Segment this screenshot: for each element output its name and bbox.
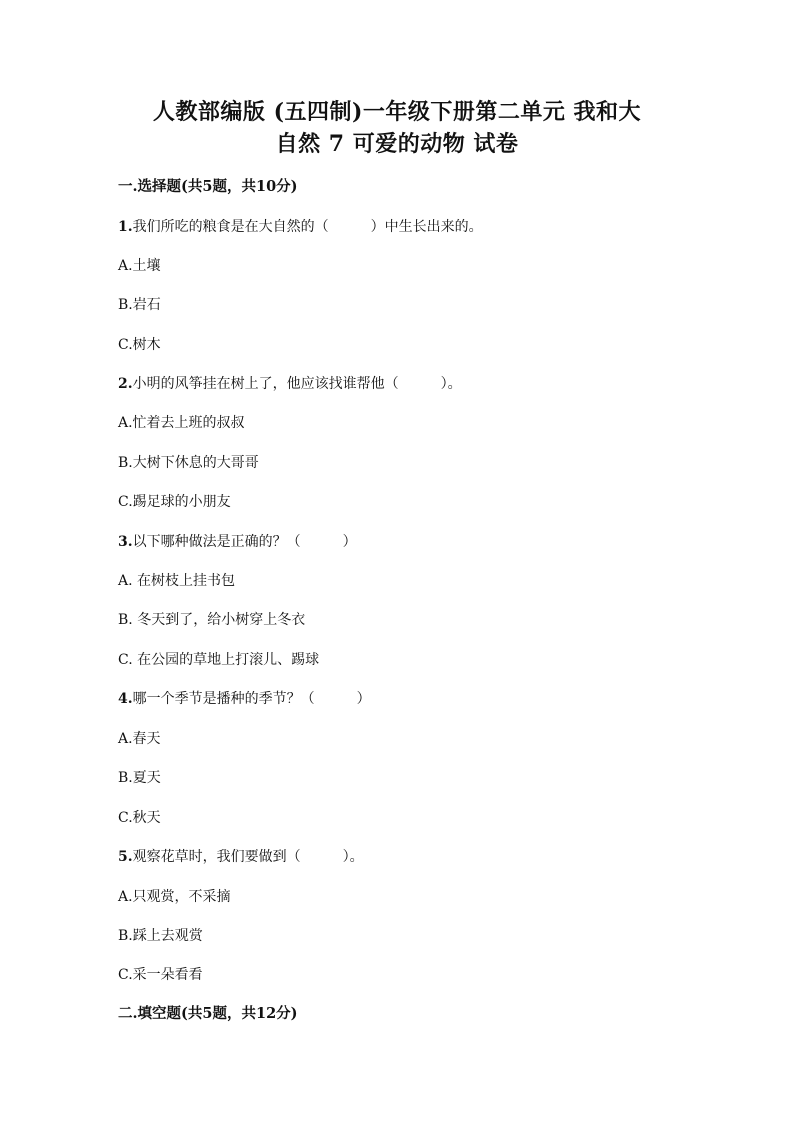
question-2 (118, 374, 462, 394)
question-text: 观察花草时，我们要做到（ ）。 (132, 849, 364, 865)
question-number: 5. (118, 849, 133, 865)
q2-option-a: A.忙着去上班的叔叔 (118, 415, 245, 431)
question-4 (118, 689, 371, 709)
q2-option-c: C.踢足球的小朋友 (118, 494, 231, 510)
document-title-line-1: 人教部编版 (五四制)一年级下册第二单元 我和大 (152, 99, 642, 125)
q5-option-b: B.踩上去观赏 (118, 928, 203, 944)
section-heading-choice: 一.选择题(共5题，共10分) (118, 178, 298, 195)
question-1 (118, 217, 483, 237)
q5-option-a: A.只观赏，不采摘 (118, 889, 231, 905)
question-text: 哪一个季节是播种的季节？（ ） (132, 691, 371, 707)
question-text: 以下哪种做法是正确的？（ ） (132, 534, 357, 550)
question-number: 2. (118, 376, 133, 392)
question-3 (118, 532, 357, 552)
question-5 (118, 847, 364, 867)
q4-option-b: B.夏天 (118, 770, 161, 786)
q5-option-c: C.采一朵看看 (118, 967, 203, 983)
question-text: 我们所吃的粮食是在大自然的（ ）中生长出来的。 (132, 219, 483, 235)
question-number: 3. (118, 534, 133, 550)
q3-option-b: B. 冬天到了，给小树穿上冬衣 (118, 612, 306, 628)
q3-option-c: C. 在公园的草地上打滚儿、踢球 (118, 652, 320, 668)
q1-option-b: B.岩石 (118, 297, 161, 313)
document-title-line-2: 自然 7 可爱的动物 试卷 (275, 131, 519, 157)
question-text: 小明的风筝挂在树上了，他应该找谁帮他（ ）。 (132, 376, 462, 392)
q4-option-a: A.春天 (118, 731, 161, 747)
question-number: 1. (118, 219, 133, 235)
q4-option-c: C.秋天 (118, 810, 161, 826)
q2-option-b: B.大树下休息的大哥哥 (118, 455, 259, 471)
section-heading-fill-in: 二.填空题(共5题，共12分) (118, 1005, 298, 1022)
q3-option-a: A. 在树枝上挂书包 (118, 573, 236, 589)
q1-option-a: A.土壤 (118, 258, 161, 274)
question-number: 4. (118, 691, 133, 707)
q1-option-c: C.树木 (118, 337, 161, 353)
